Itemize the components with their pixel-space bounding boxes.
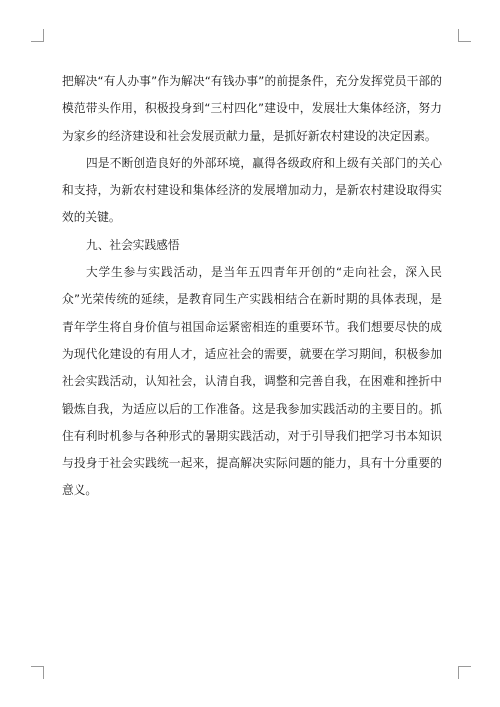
crop-mark-bottom-right [458, 666, 471, 679]
document-body [62, 68, 442, 505]
crop-mark-bottom-left [31, 666, 44, 679]
paragraph-practice-reflection: 大学生参与实践活动，是当年五四青年开创的“走向社会，深入民众”光荣传统的延续，是教育同生产实践相结合在新时期的具体表现，是青年学生将自身价值与祖国命运紧密相连的重要环节。我们想要尽快的成为现代化建设的有用人才，适应社会的需要，就要在学习期间，积极参加社会实践活动，认知社会，认清自我，调整和完善自我，在困难和挫折中锻炼自我，为适应以后的工作准备。这是我参加实践活动的主要目的。抓住有利时机参与各种形式的暑期实践活动，对于引导我们把学习书本知识与投身于社会实践统一起来，提高解决实际问题的能力，具有十分重要的意义。 [62, 265, 442, 498]
paragraph-external-environment: 四是不断创造良好的外部环境，赢得各级政府和上级有关部门的关心和支持，为新农村建设和集体经济的发展增加动力，是新农村建设取得实效的关键。 [62, 155, 442, 225]
crop-mark-top-right [458, 29, 471, 42]
crop-mark-top-left [31, 29, 44, 42]
paragraph-continuation: 把解决“有人办事”作为解决“有钱办事”的前提条件，充分发挥党员干部的模范带头作用，积极投身到“三村四化”建设中，发展壮大集体经济，努力为家乡的经济建设和社会发展贡献力量，是抓好新农村建设的决定因素。 [62, 74, 442, 143]
section-heading: 九、社会实践感悟 [86, 237, 180, 252]
